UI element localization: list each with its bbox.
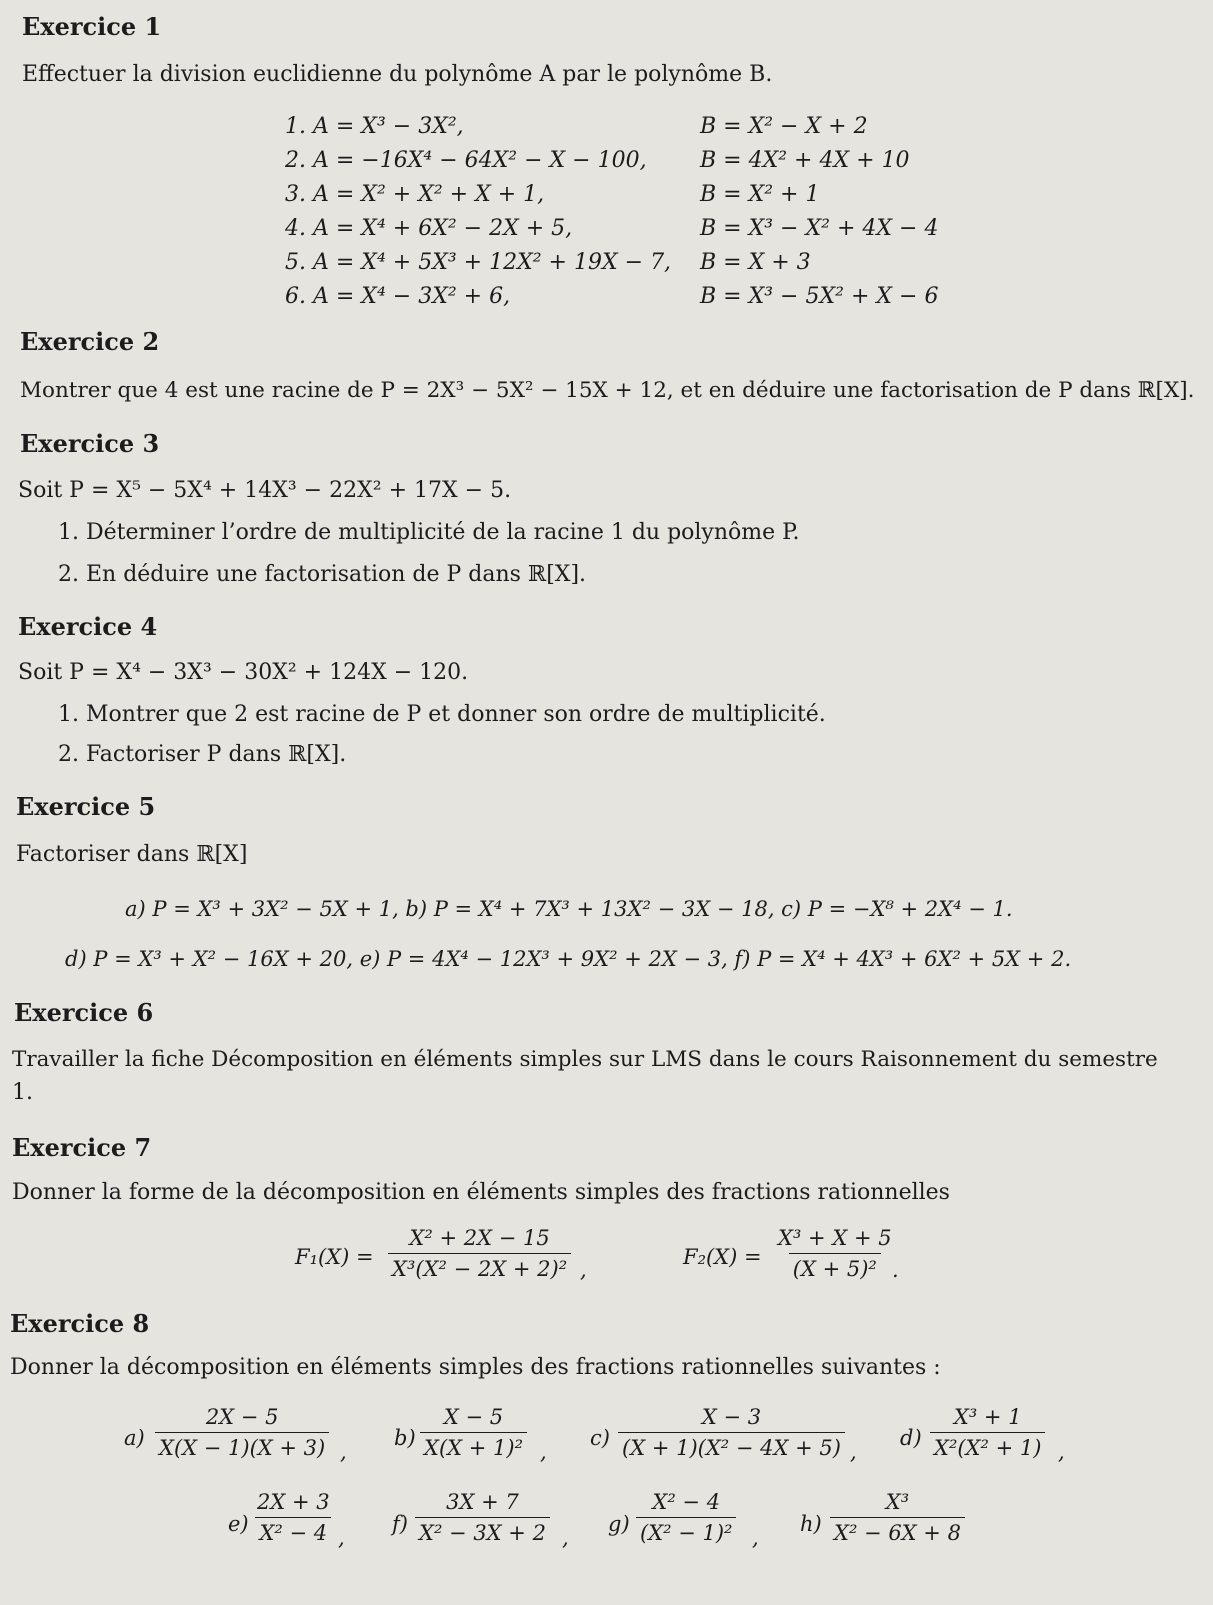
ex7-f2-suffix: . [892,1258,899,1282]
ex8-c-fraction [618,1405,845,1460]
ex8-e-fraction [253,1490,334,1545]
ex3-question-2: 2. En déduire une factorisation de P dans ℝ[X]. [58,562,587,587]
ex4-question-2: 2. Factoriser P dans ℝ[X]. [58,742,347,767]
ex1-item-2-A: 2. A = −16X⁴ − 64X² − X − 100, [285,148,647,173]
ex6-line-1: Travailler la fiche Décomposition en éléments simples sur LMS dans le cours Raisonnement du semestre [12,1047,1158,1072]
ex7-f1-fraction [388,1226,571,1281]
ex7-f2-fraction [774,1226,896,1281]
ex8-a-suffix: , [340,1440,347,1464]
ex8-d-numerator: X³ + 1 [953,1405,1022,1429]
ex3-title: Exercice 3 [20,429,160,458]
ex3-intro: Soit P = X⁵ − 5X⁴ + 14X³ − 22X² + 17X − 5. [18,478,512,503]
ex8-h-fraction [830,1490,965,1545]
ex8-b-denominator: X(X + 1)² [420,1432,527,1460]
ex8-h-denominator: X² − 6X + 8 [830,1517,965,1545]
ex6-line-2: 1. [12,1080,33,1105]
ex8-b-suffix: , [540,1440,547,1464]
ex1-item-6-B: B = X³ − 5X² + X − 6 [700,284,939,309]
ex8-title: Exercice 8 [10,1309,150,1338]
ex8-c-numerator: X − 3 [701,1405,762,1429]
ex8-c-label: c) [590,1426,610,1450]
ex5-row-2: d) P = X³ + X² − 16X + 20, e) P = 4X⁴ − 12X³ + 9X² + 2X − 3, f) P = X⁴ + 4X³ + 6X² + 5X + 2. [65,947,1072,971]
ex7-f1-numerator: X² + 2X − 15 [409,1226,550,1250]
ex7-f2-numerator: X³ + X + 5 [778,1226,892,1250]
ex7-statement: Donner la forme de la décomposition en éléments simples des fractions rationnelles [12,1180,950,1205]
ex7-f1-denominator: X³(X² − 2X + 2)² [388,1253,571,1281]
ex1-item-1-B: B = X² − X + 2 [700,114,868,139]
ex8-e-suffix: , [338,1526,345,1550]
ex5-statement: Factoriser dans ℝ[X] [16,842,248,867]
ex4-question-1: 1. Montrer que 2 est racine de P et donner son ordre de multiplicité. [58,702,826,727]
ex8-h-numerator: X³ [885,1490,910,1514]
ex1-title: Exercice 1 [22,12,162,41]
ex1-item-3-B: B = X² + 1 [700,182,820,207]
ex8-f-label: f) [392,1512,408,1536]
ex8-statement: Donner la décomposition en éléments simples des fractions rationnelles suivantes : [10,1355,941,1380]
ex5-row-1: a) P = X³ + 3X² − 5X + 1, b) P = X⁴ + 7X³ + 13X² − 3X − 18, c) P = −X⁸ + 2X⁴ − 1. [125,897,1013,921]
ex1-item-5-B: B = X + 3 [700,250,811,275]
ex8-d-suffix: , [1058,1440,1065,1464]
ex1-item-5-A: 5. A = X⁴ + 5X³ + 12X² + 19X − 7, [285,250,672,275]
ex8-f-suffix: , [562,1526,569,1550]
ex8-b-fraction [420,1405,527,1460]
ex8-h-label: h) [800,1512,822,1536]
ex8-c-suffix: , [850,1440,857,1464]
ex8-e-label: e) [228,1512,249,1536]
ex8-b-label: b) [394,1426,416,1450]
ex8-f-denominator: X² − 3X + 2 [415,1517,550,1545]
ex8-d-label: d) [900,1426,922,1450]
ex1-item-2-B: B = 4X² + 4X + 10 [700,148,910,173]
ex8-e-numerator: 2X + 3 [257,1490,330,1514]
ex8-g-label: g) [608,1512,630,1536]
ex1-item-1-A: 1. A = X³ − 3X², [285,114,464,139]
ex8-d-fraction [930,1405,1045,1460]
ex4-intro: Soit P = X⁴ − 3X³ − 30X² + 124X − 120. [18,660,469,685]
ex8-e-denominator: X² − 4 [255,1517,331,1545]
ex8-a-numerator: 2X − 5 [205,1405,279,1429]
ex7-f2-prefix: F₂(X) = [683,1245,762,1269]
ex8-b-numerator: X − 5 [443,1405,504,1429]
ex5-title: Exercice 5 [16,792,156,821]
ex2-title: Exercice 2 [20,327,160,356]
ex7-f2-denominator: (X + 5)² [789,1253,881,1281]
ex8-d-denominator: X²(X² + 1) [930,1432,1045,1460]
ex1-item-4-B: B = X³ − X² + 4X − 4 [700,216,939,241]
ex8-a-denominator: X(X − 1)(X + 3) [155,1432,329,1460]
ex1-item-3-A: 3. A = X² + X² + X + 1, [285,182,545,207]
ex2-statement: Montrer que 4 est une racine de P = 2X³ − 5X² − 15X + 12, et en déduire une factorisation de P dans ℝ[X]. [20,378,1195,403]
ex6-title: Exercice 6 [14,998,154,1027]
ex7-f1-prefix: F₁(X) = [295,1245,374,1269]
ex8-g-suffix: , [752,1526,759,1550]
ex8-g-denominator: (X² − 1)² [636,1517,736,1545]
ex7-title: Exercice 7 [12,1133,152,1162]
ex1-item-4-A: 4. A = X⁴ + 6X² − 2X + 5, [285,216,573,241]
ex3-question-1: 1. Déterminer l’ordre de multiplicité de la racine 1 du polynôme P. [58,520,800,545]
ex8-a-fraction [155,1405,329,1460]
ex1-statement: Effectuer la division euclidienne du polynôme A par le polynôme B. [22,62,773,87]
ex8-a-label: a) [124,1426,145,1450]
ex8-g-numerator: X² − 4 [652,1490,721,1514]
ex8-f-numerator: 3X + 7 [446,1490,519,1514]
ex4-title: Exercice 4 [18,612,158,641]
ex1-item-6-A: 6. A = X⁴ − 3X² + 6, [285,284,511,309]
ex8-f-fraction [415,1490,550,1545]
ex8-c-denominator: (X + 1)(X² − 4X + 5) [618,1432,845,1460]
ex8-g-fraction [636,1490,736,1545]
ex7-f1-suffix: , [580,1258,587,1282]
